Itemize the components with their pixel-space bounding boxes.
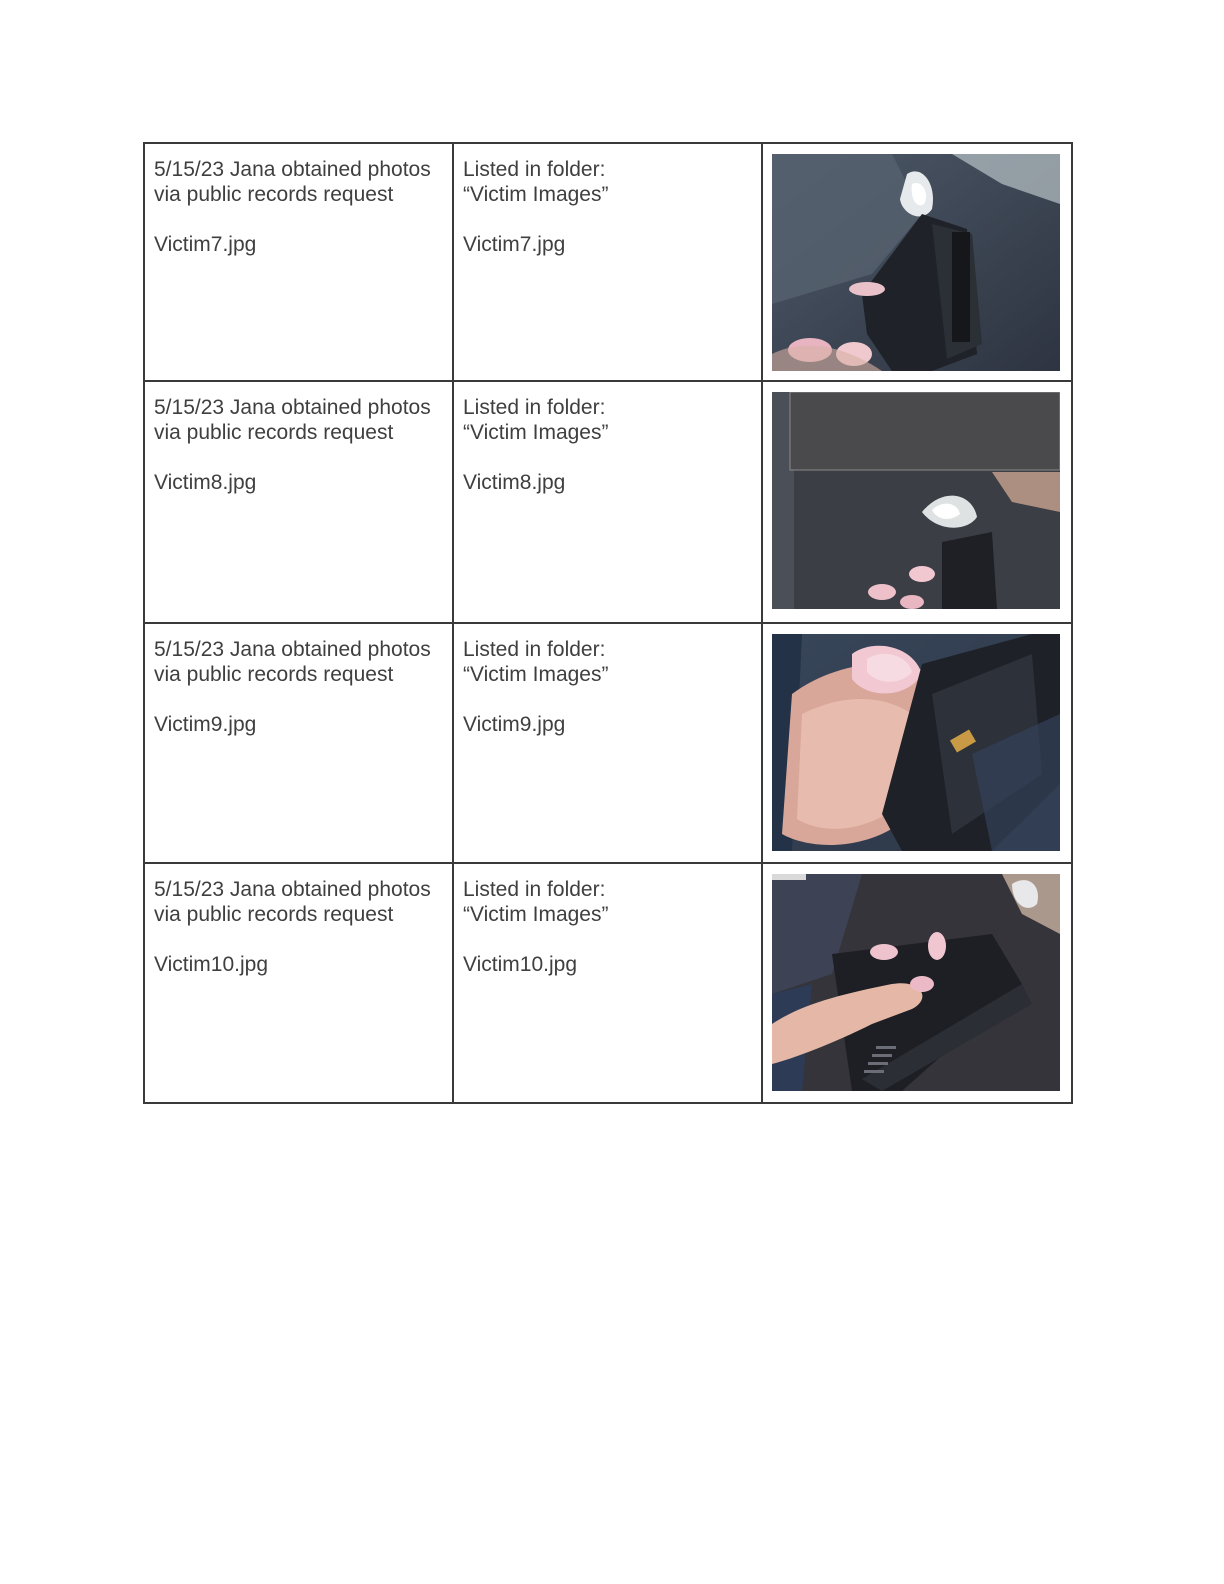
photo-cell: [762, 623, 1072, 863]
location-line-1: Listed in folder:: [463, 396, 606, 419]
source-line-1: 5/15/23 Jana obtained photos: [154, 878, 431, 901]
source-line-2: via public records request: [154, 183, 394, 206]
source-cell: [144, 623, 453, 863]
source-line-2: via public records request: [154, 663, 394, 686]
victim7-photo: [772, 154, 1060, 371]
victim10-photo: [772, 874, 1060, 1091]
location-cell: [453, 863, 762, 1103]
table-row: [144, 143, 1072, 381]
location-line-2: “Victim Images”: [463, 183, 609, 206]
location-line-2: “Victim Images”: [463, 421, 609, 444]
location-cell: [453, 143, 762, 381]
photo-cell: [762, 143, 1072, 381]
source-line-2: via public records request: [154, 903, 394, 926]
source-filename: Victim8.jpg: [154, 471, 257, 494]
victim8-photo: [772, 392, 1060, 609]
location-filename: Victim10.jpg: [463, 953, 578, 976]
source-cell: [144, 143, 453, 381]
source-cell: [144, 863, 453, 1103]
source-cell: [144, 381, 453, 623]
location-line-1: Listed in folder:: [463, 638, 606, 661]
location-filename: Victim9.jpg: [463, 713, 566, 736]
source-line-1: 5/15/23 Jana obtained photos: [154, 158, 431, 181]
location-filename: Victim8.jpg: [463, 471, 566, 494]
source-filename: Victim7.jpg: [154, 233, 257, 256]
photo-cell: [762, 381, 1072, 623]
location-filename: Victim7.jpg: [463, 233, 566, 256]
photo-cell: [762, 863, 1072, 1103]
source-line-1: 5/15/23 Jana obtained photos: [154, 638, 431, 661]
table-row: [144, 381, 1072, 623]
location-cell: [453, 381, 762, 623]
location-line-2: “Victim Images”: [463, 903, 609, 926]
victim9-photo: [772, 634, 1060, 851]
table-row: [144, 863, 1072, 1103]
location-line-1: Listed in folder:: [463, 878, 606, 901]
location-line-2: “Victim Images”: [463, 663, 609, 686]
table-row: [144, 623, 1072, 863]
source-filename: Victim9.jpg: [154, 713, 257, 736]
source-line-2: via public records request: [154, 421, 394, 444]
source-filename: Victim10.jpg: [154, 953, 269, 976]
location-cell: [453, 623, 762, 863]
source-line-1: 5/15/23 Jana obtained photos: [154, 396, 431, 419]
evidence-table: [143, 142, 1073, 1104]
location-line-1: Listed in folder:: [463, 158, 606, 181]
